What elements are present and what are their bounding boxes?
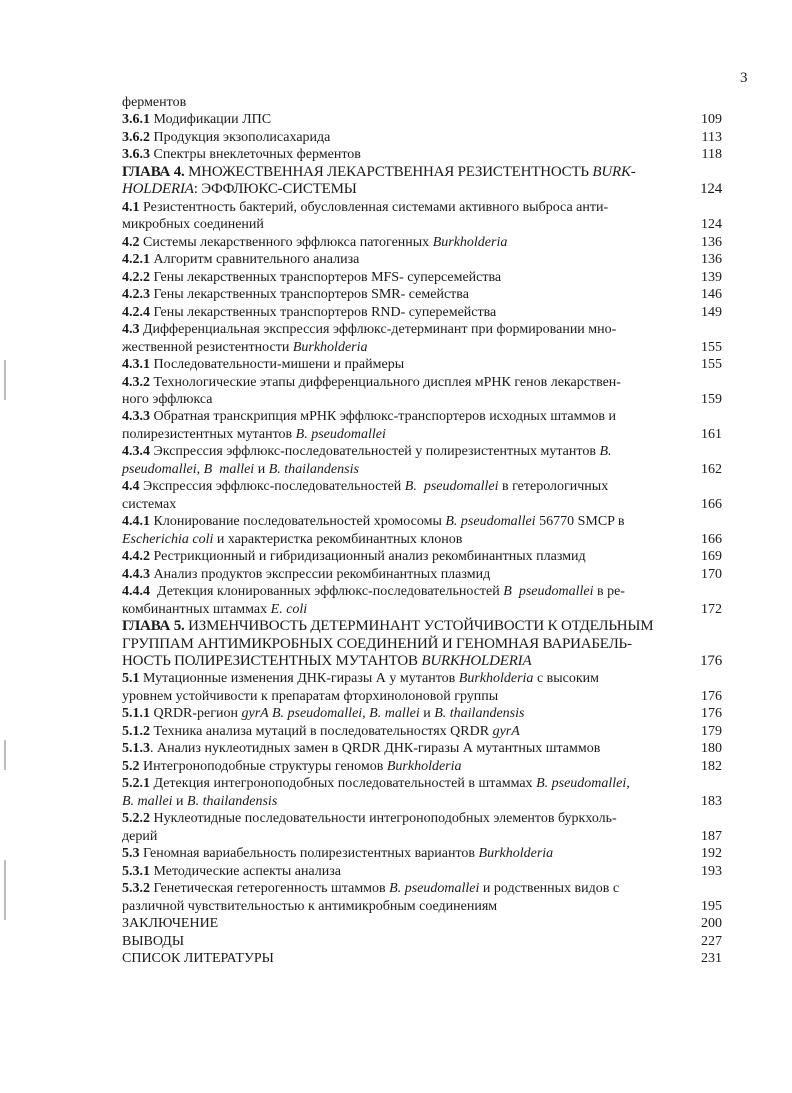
title-text: B. thailandensis [434, 706, 525, 722]
title-text: жественной резистентности [122, 339, 293, 355]
toc-entry-line [122, 758, 682, 775]
title-text: и [254, 461, 269, 477]
toc-entry [122, 304, 722, 321]
toc-entry-line [122, 216, 682, 233]
title-text: Burkholderia [458, 671, 534, 687]
toc-entry-title [122, 356, 682, 373]
title-text: . Анализ нуклеотидных замен в QRDR ДНК-гиразы А мутантных штаммов [150, 741, 601, 757]
section-number: 4.3.2 [122, 374, 150, 390]
toc-entry-line [122, 845, 682, 862]
toc-page-number: 109 [701, 112, 722, 128]
title-text: и характеристка рекомбинантных клонов [213, 531, 463, 547]
title-text: B. pseudomallei [445, 514, 536, 530]
toc-page-number: 166 [701, 496, 722, 512]
section-number: 4.3 [122, 322, 140, 338]
toc-entry [122, 94, 722, 111]
title-text: Геномная вариабельность полирезистентных вариантов [139, 846, 479, 862]
toc-page-number: 124 [700, 181, 722, 198]
toc-entry-line [122, 705, 682, 722]
title-text: и родственных видов с [479, 881, 620, 897]
section-number: 5.2.2 [122, 811, 150, 827]
title-text: комбинантных штаммах [122, 601, 271, 617]
title-text: в гетерологичных [498, 479, 609, 495]
title-text: НОСТЬ ПОЛИРЕЗИСТЕНТНЫХ МУТАНТОВ [122, 653, 422, 669]
toc-entry-line [122, 321, 682, 338]
title-text: Экспрессия эффлюкс-последовательностей у полирезистентных мутантов [150, 444, 600, 460]
toc-entry [122, 408, 722, 443]
toc-entry-title [122, 845, 682, 862]
section-number: 4.3.3 [122, 409, 150, 425]
toc-chapter-entry [122, 618, 722, 670]
title-text: Интегроноподобные структуры геномов [139, 758, 387, 774]
scan-artifact [4, 740, 6, 770]
title-text: gyrA [492, 723, 520, 739]
toc-entry-title [122, 321, 682, 356]
toc-entry [122, 670, 722, 705]
title-text: pseudomallei, B mallei [122, 461, 255, 477]
title-text: Escherichia coli [122, 531, 214, 547]
title-text: в ре- [593, 584, 625, 600]
toc-entry-line [122, 793, 682, 810]
title-text: Гены лекарственных транспортеров SMR- семейства [150, 287, 469, 303]
title-text: B. thailandensis [268, 461, 359, 477]
title-text: B. pseudomallei [295, 426, 386, 442]
toc-entry-line [122, 374, 682, 391]
title-text: B. pseudomallei [536, 776, 627, 792]
toc-entry-line [122, 670, 682, 687]
toc-page-number: 124 [701, 217, 722, 233]
toc-entry [122, 443, 722, 478]
toc-entry-line [122, 496, 682, 513]
toc-page-number: 193 [701, 863, 722, 879]
toc-page-number: 172 [701, 601, 722, 617]
toc-entry-line [122, 880, 682, 897]
title-text: Burkholderia [432, 234, 508, 250]
toc-entry [122, 199, 722, 234]
toc-page-number: 166 [701, 531, 722, 547]
title-text: HOLDERIA [122, 181, 194, 198]
title-text: B. mallei [122, 793, 173, 809]
toc-entry-line [122, 234, 682, 251]
toc-entry-line [122, 461, 682, 478]
title-text: Алгоритм сравнительного анализа [150, 252, 360, 268]
section-number: 4.1 [122, 199, 140, 215]
section-number: 4.4 [122, 479, 140, 495]
title-text: ЗАКЛЮЧЕНИЕ [122, 916, 219, 932]
title-text: Burkholderia [292, 339, 368, 355]
title-text: Клонирование последовательностей хромосомы [150, 514, 446, 530]
toc-entry [122, 880, 722, 915]
title-text: системах [122, 496, 177, 512]
title-text: Экспрессия эффлюкс-последовательностей [139, 479, 405, 495]
toc-entry-line [122, 111, 682, 128]
toc-entry-line [122, 601, 682, 618]
toc-page-number: 180 [701, 741, 722, 757]
toc-entry-title [122, 146, 682, 163]
toc-entry [122, 705, 722, 722]
toc-entry-line [122, 391, 682, 408]
toc-entry-title [122, 863, 682, 880]
toc-entry [122, 146, 722, 163]
toc-entry [122, 933, 722, 950]
toc-entry-line [122, 164, 682, 181]
title-text: МНОЖЕСТВЕННАЯ ЛЕКАРСТВЕННАЯ РЕЗИСТЕНТНОСТЬ [184, 163, 593, 180]
toc-entry [122, 775, 722, 810]
section-number: 5.1.2 [122, 723, 150, 739]
section-number: 5.3 [122, 846, 140, 862]
toc-entry-line [122, 478, 682, 495]
section-number: ГЛАВА 5. [122, 618, 185, 635]
toc-page-number: 187 [701, 828, 722, 844]
title-text: Модификации ЛПС [150, 112, 272, 128]
toc-entry-line [122, 531, 682, 548]
title-text: различной чувствительностью к антимикробным соединениям [122, 898, 498, 914]
toc-entry-line [122, 304, 682, 321]
title-text: Детекция клонированных эффлюкс-последовательностей [150, 584, 504, 600]
section-number: 4.2.4 [122, 304, 150, 320]
title-text: QRDR-регион [150, 706, 242, 722]
title-text: Обратная транскрипция мРНК эффлюкс-транспортеров исходных штаммов и [150, 409, 616, 425]
title-text: Рестрикционный и гибридизационный анализ рекомбинантных плазмид [150, 549, 586, 565]
toc-entry-line [122, 339, 682, 356]
section-number: 5.2.1 [122, 776, 150, 792]
title-text: ИЗМЕНЧИВОСТЬ ДЕТЕРМИНАНТ УСТОЙЧИВОСТИ К ОТДЕЛЬНЫМ [184, 618, 654, 635]
title-text: Мутационные изменения ДНК-гиразы А у мутантов [139, 671, 459, 687]
toc-entry [122, 356, 722, 373]
toc-entry-line [122, 181, 682, 198]
toc-entry [122, 566, 722, 583]
toc-entry-line [122, 915, 682, 932]
toc-entry-line [122, 740, 682, 757]
toc-entry-line [122, 863, 682, 880]
title-text: Нуклеотидные последовательности интегроноподобных элементов буркхоль- [150, 811, 617, 827]
toc-entry-title [122, 583, 682, 618]
title-text: B. pseudomallei [389, 881, 480, 897]
toc-entry-title [122, 933, 682, 950]
toc-entry-title [122, 810, 682, 845]
title-text: ферментов [122, 95, 187, 110]
toc-entry-line [122, 129, 682, 146]
toc-entry-title [122, 199, 682, 234]
toc-page-number: 159 [701, 391, 722, 407]
toc-page-number: 176 [700, 653, 722, 669]
section-number: 4.4.2 [122, 549, 150, 565]
section-number: 5.3.1 [122, 863, 150, 879]
section-number: 4.4.4 [122, 584, 150, 600]
title-text: Гены лекарственных транспортеров MFS- суперсемейства [150, 269, 502, 285]
section-number: 5.1.1 [122, 706, 150, 722]
title-text: Анализ продуктов экспрессии рекомбинантных плазмид [150, 566, 491, 582]
toc-entry [122, 863, 722, 880]
toc-entry [122, 845, 722, 862]
toc-entry-title [122, 94, 682, 111]
scan-artifact [4, 860, 6, 920]
toc-entry-title [122, 950, 682, 967]
toc-page-number: 169 [701, 549, 722, 565]
toc-page-number: 136 [701, 234, 722, 250]
section-number: 4.2.3 [122, 287, 150, 303]
section-number: 4.4.1 [122, 514, 150, 530]
toc-entry-title [122, 129, 682, 146]
title-text: B. thailandensis [187, 793, 278, 809]
title-text: уровнем устойчивости к препаратам фторхинолоновой группы [122, 688, 499, 704]
toc-entry-line [122, 618, 682, 635]
toc-entry-title [122, 880, 682, 915]
title-text: E. coli [270, 601, 308, 617]
section-number: ГЛАВА 4. [122, 163, 185, 180]
toc-entry [122, 269, 722, 286]
toc-page-number: 113 [701, 129, 722, 145]
toc-entry-title [122, 775, 682, 810]
toc-entry [122, 251, 722, 268]
toc-entry-line [122, 566, 682, 583]
toc-entry-title [122, 915, 682, 932]
title-text: Резистентность бактерий, обусловленная системами активного выброса анти- [139, 199, 609, 215]
toc-entry-title [122, 670, 682, 705]
toc-page-number: 176 [701, 706, 722, 722]
page-number: 3 [740, 70, 748, 86]
section-number: 4.2 [122, 234, 140, 250]
title-text: ГРУППАМ АНТИМИКРОБНЫХ СОЕДИНЕНИЙ И ГЕНОМНАЯ ВАРИАБЕЛЬ- [122, 635, 632, 652]
title-text: Последовательности-мишени и праймеры [150, 357, 405, 373]
title-text: и [172, 793, 188, 809]
toc-entry-title [122, 164, 682, 199]
toc-entry-line [122, 548, 682, 565]
section-number: 4.3.4 [122, 444, 150, 460]
toc-entry-title [122, 740, 682, 757]
toc-page-number: 176 [701, 688, 722, 704]
title-text: дерий [122, 828, 158, 844]
toc-entry [122, 740, 722, 757]
toc-entry-line [122, 828, 682, 845]
section-number: 4.2.1 [122, 252, 150, 268]
title-text: , [626, 776, 630, 792]
toc-chapter-entry [122, 164, 722, 199]
toc-page-number: 179 [701, 723, 722, 739]
toc-entry-title [122, 304, 682, 321]
toc-entry [122, 321, 722, 356]
section-number: 5.1 [122, 671, 140, 687]
toc-page-number: 161 [701, 426, 722, 442]
toc-entry-title [122, 443, 682, 478]
title-text: с высоким [533, 671, 600, 687]
toc-entry-title [122, 234, 682, 251]
title-text: полирезистентных мутантов [122, 426, 296, 442]
toc-page-number: 182 [701, 758, 722, 774]
toc-page-number: 200 [701, 916, 722, 932]
section-number: 3.6.3 [122, 147, 150, 163]
title-text: Технологические этапы дифференциального дисплея мРНК генов лекарствен- [150, 374, 621, 390]
toc-entry-line [122, 898, 682, 915]
title-text: Детекция интегроноподобных последовательностей в штаммах [150, 776, 537, 792]
title-text: и [419, 706, 435, 722]
toc-entry [122, 723, 722, 740]
toc-entry-title [122, 286, 682, 303]
toc-entry-line [122, 688, 682, 705]
title-text: Техника анализа мутаций в последовательностях QRDR [150, 723, 493, 739]
title-text: Burkholderia [386, 758, 462, 774]
toc-entry-line [122, 950, 682, 967]
toc-entry-title [122, 723, 682, 740]
title-text: BURKHOLDERIA [421, 653, 532, 669]
toc-entry [122, 478, 722, 513]
toc-entry-title [122, 251, 682, 268]
toc-page-number: 192 [701, 846, 722, 862]
toc-entry-line [122, 933, 682, 950]
title-text: микробных соединений [122, 217, 264, 233]
toc-page-number: 170 [701, 566, 722, 582]
toc-page-number: 149 [701, 304, 722, 320]
title-text: Дифференциальная экспрессия эффлюкс-детерминант при формировании мно- [139, 322, 617, 338]
toc-entry-title [122, 374, 682, 409]
title-text: B pseudomallei [503, 584, 594, 600]
toc-entry [122, 513, 722, 548]
toc-entry [122, 129, 722, 146]
toc-entry-title [122, 269, 682, 286]
toc-page-number: 227 [701, 933, 722, 949]
toc-entry-title [122, 618, 682, 670]
toc-entry [122, 286, 722, 303]
toc-page-number: 136 [701, 252, 722, 268]
toc-entry [122, 950, 722, 967]
toc-page-number: 162 [701, 461, 722, 477]
toc-entry-title [122, 111, 682, 128]
title-text: 56770 SMCP в [535, 514, 625, 530]
title-text: Системы лекарственного эффлюкса патогенных [139, 234, 433, 250]
toc-entry [122, 111, 722, 128]
toc-entry-line [122, 443, 682, 460]
toc-page-number: 146 [701, 287, 722, 303]
title-text: ного эффлюкса [122, 391, 213, 407]
toc-entry [122, 810, 722, 845]
toc-entry-title [122, 408, 682, 443]
toc-entry-line [122, 653, 682, 670]
title-text: gyrA B. pseudomallei, B. mallei [241, 706, 420, 722]
title-text: : ЭФФЛЮКС-СИСТЕМЫ [193, 181, 357, 198]
toc-entry-line [122, 199, 682, 216]
toc-entry-line [122, 426, 682, 443]
toc-entry-title [122, 548, 682, 565]
title-text: Продукция экзополисахарида [150, 129, 331, 145]
title-text: Гены лекарственных транспортеров RND- суперемейства [150, 304, 497, 320]
toc-entry-line [122, 723, 682, 740]
title-text: B. pseudomallei [404, 479, 499, 495]
toc-entry-line [122, 269, 682, 286]
toc-page-number: 231 [701, 950, 722, 966]
table-of-contents [122, 94, 722, 967]
section-number: 4.4.3 [122, 566, 150, 582]
section-number: 5.3.2 [122, 881, 150, 897]
title-text: BURK- [592, 163, 636, 180]
scan-artifact [4, 360, 6, 400]
section-number: 4.2.2 [122, 269, 150, 285]
title-text: B. [599, 444, 612, 460]
toc-entry-line [122, 251, 682, 268]
toc-entry-title [122, 566, 682, 583]
toc-entry-line [122, 775, 682, 792]
section-number: 5.1.3 [122, 741, 150, 757]
section-number: 4.3.1 [122, 357, 150, 373]
toc-entry-line [122, 583, 682, 600]
toc-entry [122, 915, 722, 932]
toc-entry-title [122, 478, 682, 513]
toc-entry-line [122, 810, 682, 827]
toc-entry-line [122, 636, 682, 653]
toc-page-number: 195 [701, 898, 722, 914]
toc-entry [122, 234, 722, 251]
toc-entry-line [122, 94, 682, 111]
toc-entry-line [122, 356, 682, 373]
section-number: 3.6.2 [122, 129, 150, 145]
toc-entry-title [122, 758, 682, 775]
toc-page-number: 155 [701, 339, 722, 355]
toc-entry [122, 758, 722, 775]
toc-entry [122, 374, 722, 409]
title-text: Генетическая гетерогенность штаммов [150, 881, 390, 897]
toc-page-number: 139 [701, 269, 722, 285]
toc-entry-title [122, 513, 682, 548]
toc-entry-line [122, 146, 682, 163]
title-text: ВЫВОДЫ [122, 933, 185, 949]
toc-entry-line [122, 286, 682, 303]
section-number: 5.2 [122, 758, 140, 774]
title-text: Методические аспекты анализа [150, 863, 341, 879]
toc-entry-line [122, 513, 682, 530]
toc-page-number: 183 [701, 793, 722, 809]
toc-page-number: 118 [701, 147, 722, 163]
toc-page-number: 155 [701, 357, 722, 373]
toc-entry-line [122, 408, 682, 425]
title-text: СПИСОК ЛИТЕРАТУРЫ [122, 950, 274, 966]
title-text: Burkholderia [478, 846, 554, 862]
toc-entry [122, 548, 722, 565]
title-text: Спектры внеклеточных ферментов [150, 147, 361, 163]
toc-entry [122, 583, 722, 618]
section-number: 3.6.1 [122, 112, 150, 128]
toc-entry-title [122, 705, 682, 722]
